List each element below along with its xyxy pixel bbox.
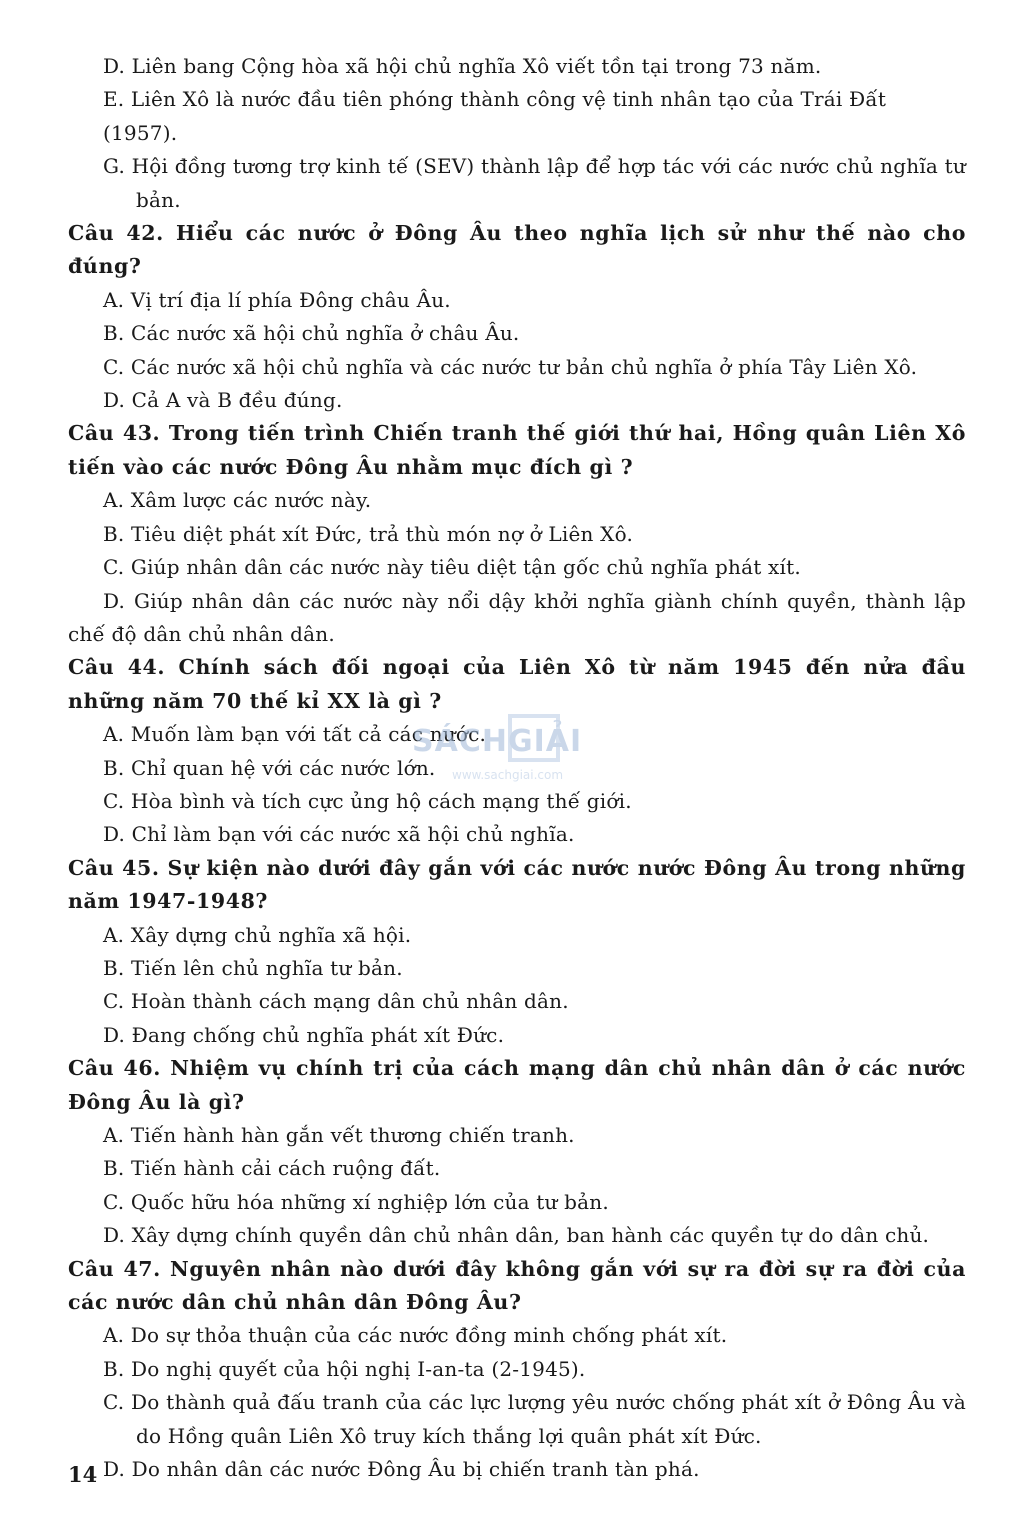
option-a: A. Tiến hành hàn gắn vết thương chiến tranh. xyxy=(103,1123,575,1147)
option-c: C. Hoàn thành cách mạng dân chủ nhân dân. xyxy=(103,989,569,1014)
watermark-url: www.sachgiai.com xyxy=(452,768,564,782)
option-a: A. Do sự thỏa thuận của các nước đồng minh chống phát xít. xyxy=(103,1323,728,1348)
document-page xyxy=(68,50,966,1486)
question-42 xyxy=(68,217,966,417)
option-c: C. Quốc hữu hóa những xí nghiệp lớn của tư bản. xyxy=(103,1189,609,1214)
option-b: B. Chỉ quan hệ với các nước lớn. xyxy=(103,755,436,780)
question-46 xyxy=(68,1052,966,1252)
option-top-g: G. Hội đồng tương trợ kinh tế (SEV) thành lập để hợp tác với các nước chủ nghĩa tư bản. xyxy=(103,154,966,212)
option-b: B. Các nước xã hội chủ nghĩa ở châu Âu. xyxy=(103,321,520,346)
option-d: D. Xây dựng chính quyền dân chủ nhân dân, ban hành các quyền tự do dân chủ. xyxy=(103,1223,930,1248)
question-title: Câu 46. Nhiệm vụ chính trị của cách mạng dân chủ nhân dân ở các nước Đông Âu là gì? xyxy=(68,1056,966,1114)
question-title: Câu 44. Chính sách đối ngoại của Liên Xô từ năm 1945 đến nửa đầu những năm 70 thế kỉ XX là gì ? xyxy=(68,655,966,713)
option-d: D. Cả A và B đều đúng. xyxy=(103,388,343,413)
question-47 xyxy=(68,1253,966,1487)
option-c: C. Do thành quả đấu tranh của các lực lượng yêu nước chống phát xít ở Đông Âu và do Hồng quân Liên Xô truy kích thắng lợi quân phát xít Đức. xyxy=(103,1390,966,1448)
question-44 xyxy=(68,651,966,851)
question-title: Câu 43. Trong tiến trình Chiến tranh thế giới thứ hai, Hồng quân Liên Xô tiến vào các nước Đông Âu nhằm mục đích gì ? xyxy=(68,421,966,479)
question-title: Câu 42. Hiểu các nước ở Đông Âu theo nghĩa lịch sử như thế nào cho đúng? xyxy=(68,221,966,279)
watermark-brand: SÁCHGIẢI xyxy=(412,724,583,759)
option-a: A. Xâm lược các nước này. xyxy=(103,488,372,513)
option-d: D. Chỉ làm bạn với các nước xã hội chủ nghĩa. xyxy=(103,822,575,847)
option-b: B. Tiêu diệt phát xít Đức, trả thù món nợ ở Liên Xô. xyxy=(103,521,634,546)
question-45 xyxy=(68,852,966,1052)
option-c: C. Hòa bình và tích cực ủng hộ cách mạng thế giới. xyxy=(103,788,632,813)
option-d: D. Đang chống chủ nghĩa phát xít Đức. xyxy=(103,1022,505,1047)
question-title: Câu 47. Nguyên nhân nào dưới đây không gắn với sự ra đời sự ra đời của các nước dân chủ nhân dân Đông Âu? xyxy=(68,1256,966,1315)
option-c: C. Các nước xã hội chủ nghĩa và các nước tư bản chủ nghĩa ở phía Tây Liên Xô. xyxy=(103,354,918,379)
option-a: A. Xây dựng chủ nghĩa xã hội. xyxy=(103,922,412,947)
question-title: Câu 45. Sự kiện nào dưới đây gắn với các nước nước Đông Âu trong những năm 1947-1948? xyxy=(68,855,966,914)
option-b: B. Tiến lên chủ nghĩa tư bản. xyxy=(103,955,403,980)
option-d: D. Do nhân dân các nước Đông Âu bị chiến tranh tàn phá. xyxy=(103,1457,700,1482)
option-b: B. Do nghị quyết của hội nghị I-an-ta (2-1945). xyxy=(103,1356,586,1381)
option-top-d: D. Liên bang Cộng hòa xã hội chủ nghĩa Xô viết tồn tại trong 73 năm. xyxy=(103,54,822,78)
option-a: A. Vị trí địa lí phía Đông châu Âu. xyxy=(103,287,451,312)
option-c: C. Giúp nhân dân các nước này tiêu diệt tận gốc chủ nghĩa phát xít. xyxy=(103,555,801,580)
page-number: 14 xyxy=(68,1462,98,1487)
option-top-e: E. Liên Xô là nước đầu tiên phóng thành công vệ tinh nhân tạo của Trái Đất (1957). xyxy=(103,87,887,145)
option-b: B. Tiến hành cải cách ruộng đất. xyxy=(103,1156,441,1181)
question-43 xyxy=(68,417,966,651)
option-d: D. Giúp nhân dân các nước này nổi dậy khởi nghĩa giành chính quyền, thành lập chế độ dân chủ nhân dân. xyxy=(68,588,966,646)
option-a: A. Muốn làm bạn với tất cả các nước. xyxy=(103,722,487,747)
